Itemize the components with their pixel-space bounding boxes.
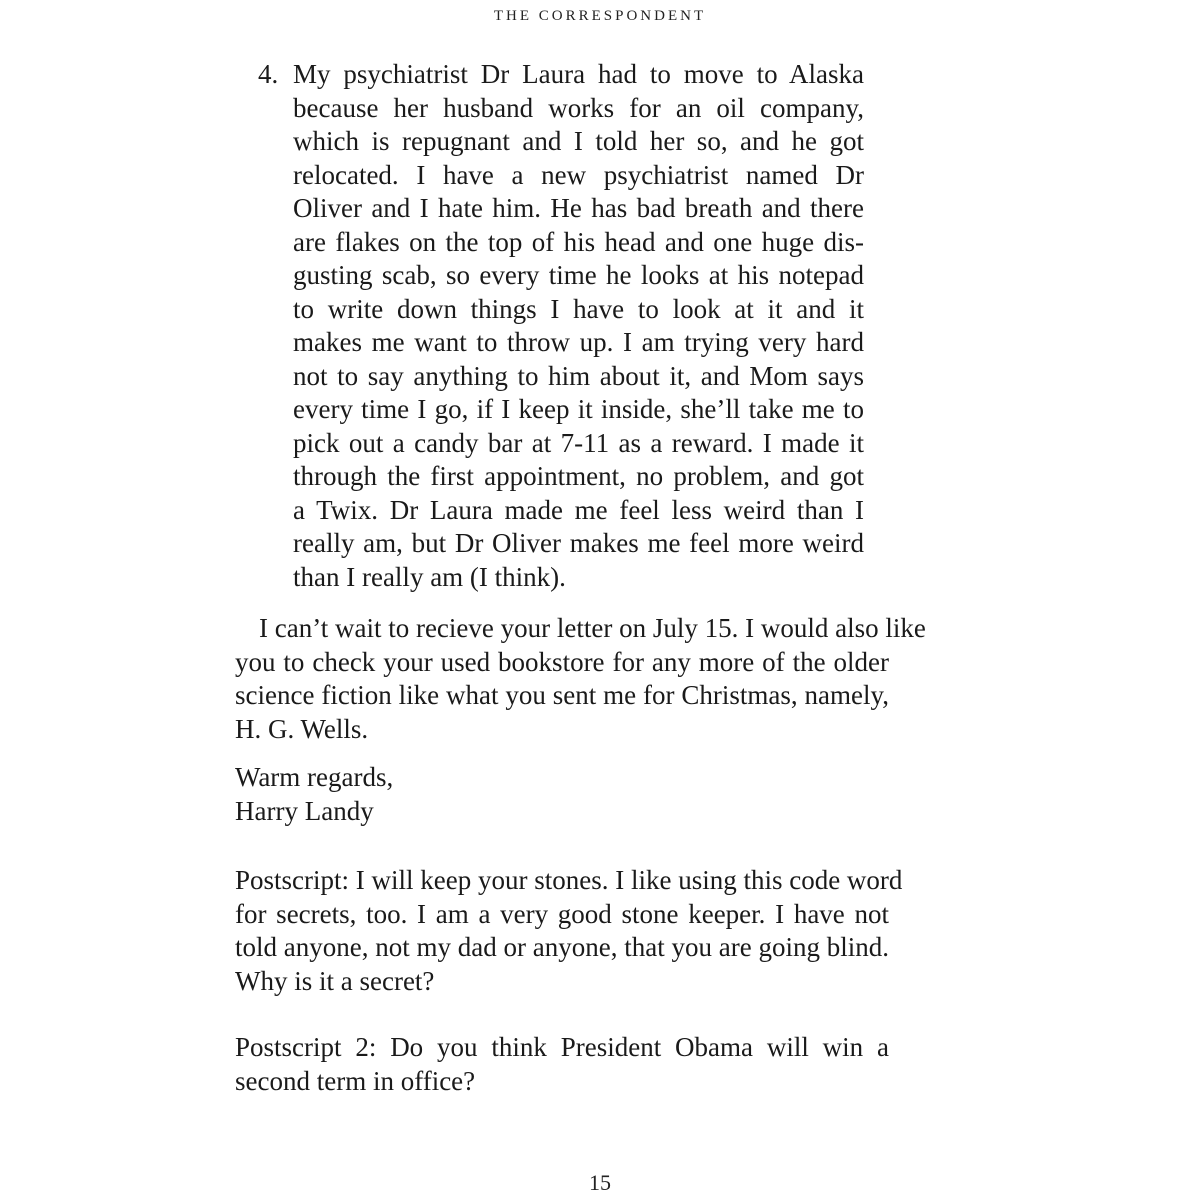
list-item-line: Oliver and I hate him. He has bad breath and there: [293, 193, 864, 223]
list-item-line: are flakes on the top of his head and one huge dis-: [293, 226, 864, 257]
postscript-line: Why is it a secret?: [235, 965, 435, 996]
list-item-line: not to say anything to him about it, and Mom says: [293, 360, 864, 391]
list-item-line: because her husband works for an oil company,: [293, 92, 864, 123]
list-item-line: gusting scab, so every time he looks at his notepad: [293, 260, 864, 290]
list-item-line: to write down things I have to look at it and it: [293, 293, 864, 324]
list-item-number: 4.: [258, 59, 279, 89]
list-item-line: relocated. I have a new psychiatrist named Dr: [293, 159, 864, 190]
list-item-line: a Twix. Dr Laura made me feel less weird than I: [293, 494, 864, 525]
list-item-line: than I really am (I think).: [293, 561, 566, 592]
paragraph-line: I can’t wait to recieve your letter on July 15. I would also like: [259, 613, 926, 643]
list-item-line: My psychiatrist Dr Laura had to move to Alaska: [293, 59, 864, 89]
list-item-line: pick out a candy bar at 7-11 as a reward. I made it: [293, 427, 864, 458]
paragraph-line: science fiction like what you sent me for Christmas, namely,: [235, 680, 889, 710]
closing-salutation: Warm regards,: [235, 762, 394, 792]
list-item-line: every time I go, if I keep it inside, she’ll take me to: [293, 394, 864, 424]
postscript-line: second term in office?: [235, 1065, 476, 1096]
postscript-line: told anyone, not my dad or anyone, that you are going blind.: [235, 932, 889, 962]
paragraph-line: you to check your used bookstore for any more of the older: [235, 646, 889, 677]
list-item-line: makes me want to throw up. I am trying very hard: [293, 327, 864, 357]
letter-closing: [235, 761, 889, 828]
list-item-line: really am, but Dr Oliver makes me feel more weird: [293, 528, 864, 558]
postscript-line: Postscript: I will keep your stones. I like using this code word: [235, 865, 903, 895]
page-number: 15: [589, 1170, 611, 1195]
postscript-line: Postscript 2: Do you think President Obama will win a: [235, 1032, 889, 1062]
postscript-1: [235, 864, 903, 998]
paragraph-line: H. G. Wells.: [235, 713, 369, 744]
list-item-line: through the first appointment, no problem, and got: [293, 461, 864, 491]
running-head: THE CORRESPONDENT: [493, 8, 707, 24]
letter-paragraph: [235, 612, 926, 746]
list-item-line: which is repugnant and I told her so, and he got: [293, 126, 864, 156]
postscript-2: [235, 1031, 889, 1098]
postscript-line: for secrets, too. I am a very good stone keeper. I have not: [235, 898, 889, 929]
closing-signature: Harry Landy: [235, 795, 374, 826]
